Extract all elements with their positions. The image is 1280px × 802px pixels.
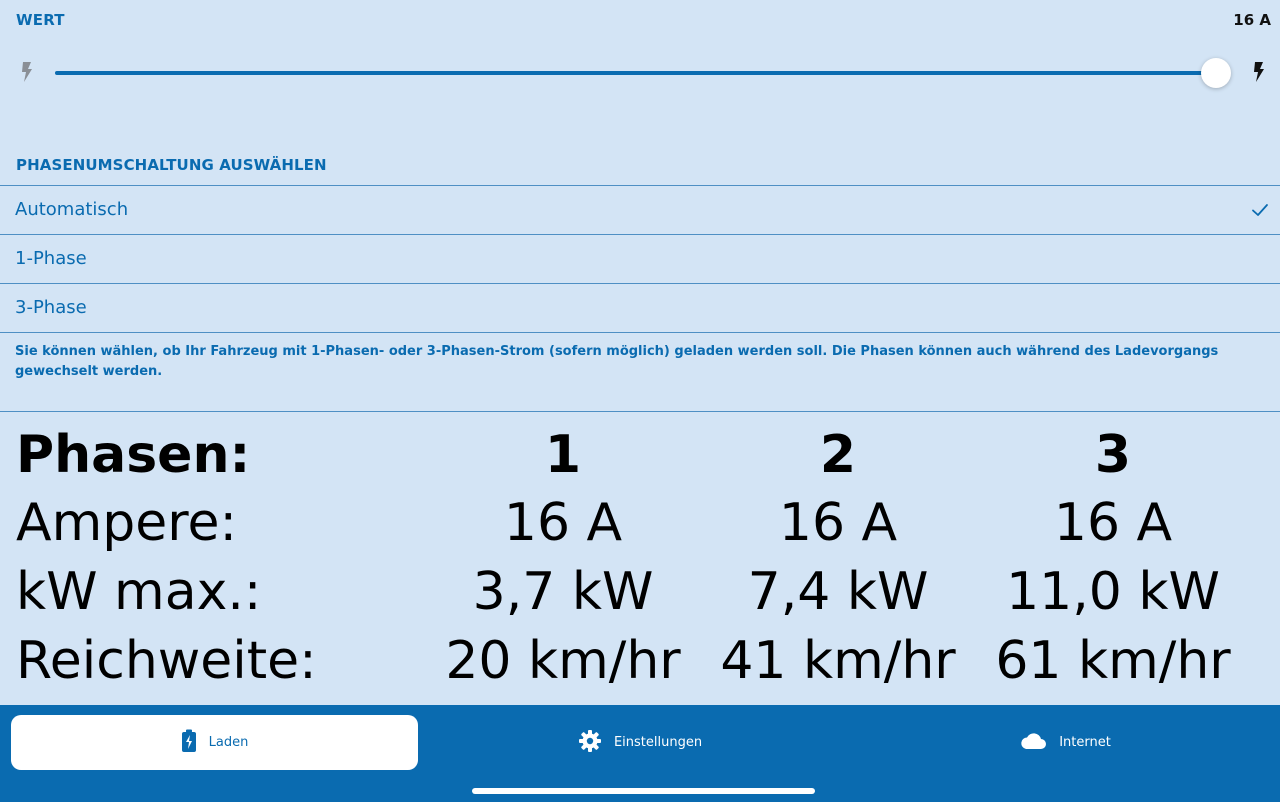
cell-value: 7,4 kW <box>747 562 929 622</box>
divider <box>0 332 1280 333</box>
cell-value: 61 km/hr <box>995 631 1231 691</box>
phase-option-3[interactable] <box>0 283 1280 332</box>
cell-value: 16 A <box>503 493 623 553</box>
cell-value: 3 <box>1094 425 1132 485</box>
table-row-ampere <box>0 488 1280 558</box>
value-label: WERT <box>16 11 65 29</box>
phase-option-1[interactable] <box>0 234 1280 283</box>
cloud-icon <box>1019 731 1047 755</box>
phase-section-title: PHASENUMSCHALTUNG AUSWÄHLEN <box>16 156 327 174</box>
row-label: Reichweite: <box>16 631 317 691</box>
cell-value: 16 A <box>1053 493 1173 553</box>
phase-option-label: Automatisch <box>15 199 129 220</box>
phase-footnote: Sie können wählen, ob Ihr Fahrzeug mit 1-Phasen- oder 3-Phasen-Strom (sofern möglich) geladen werden soll. Die Phasen können auch während des Ladevorgangs gewechselt werden. <box>15 344 1219 379</box>
divider <box>0 411 1280 412</box>
row-label: Ampere: <box>16 493 237 553</box>
row-label: Phasen: <box>16 425 251 485</box>
phase-option-label: 3-Phase <box>15 297 87 318</box>
cell-value: 16 A <box>778 493 898 553</box>
tab-internet[interactable] <box>860 715 1270 770</box>
phase-option-automatic[interactable] <box>0 185 1280 234</box>
phase-option-label: 1-Phase <box>15 248 87 269</box>
cell-value: 41 km/hr <box>720 631 956 691</box>
row-label: kW max.: <box>16 562 262 622</box>
current-slider[interactable] <box>0 56 1280 90</box>
tab-einstellungen[interactable] <box>420 715 860 770</box>
battery-charging-icon <box>181 729 197 757</box>
tab-label: Laden <box>208 735 249 750</box>
checkmark-icon <box>1250 200 1270 220</box>
tab-label: Einstellungen <box>613 735 703 750</box>
gear-icon <box>578 729 602 757</box>
bolt-min-icon <box>19 61 35 83</box>
table-row-range <box>0 626 1280 696</box>
table-row-kw <box>0 557 1280 627</box>
slider-track[interactable] <box>55 71 1217 75</box>
cell-value: 20 km/hr <box>445 631 681 691</box>
tab-label: Internet <box>1059 735 1111 750</box>
cell-value: 11,0 kW <box>1006 562 1220 622</box>
tab-laden[interactable] <box>11 715 418 770</box>
cell-value: 2 <box>819 425 857 485</box>
tab-bar <box>0 705 1280 802</box>
slider-thumb[interactable] <box>1201 58 1231 88</box>
bolt-max-icon <box>1251 61 1267 83</box>
value-readout: 16 A <box>1233 11 1271 29</box>
cell-value: 3,7 kW <box>472 562 654 622</box>
cell-value: 1 <box>544 425 582 485</box>
table-row-phases <box>0 420 1280 490</box>
home-indicator <box>472 788 815 794</box>
